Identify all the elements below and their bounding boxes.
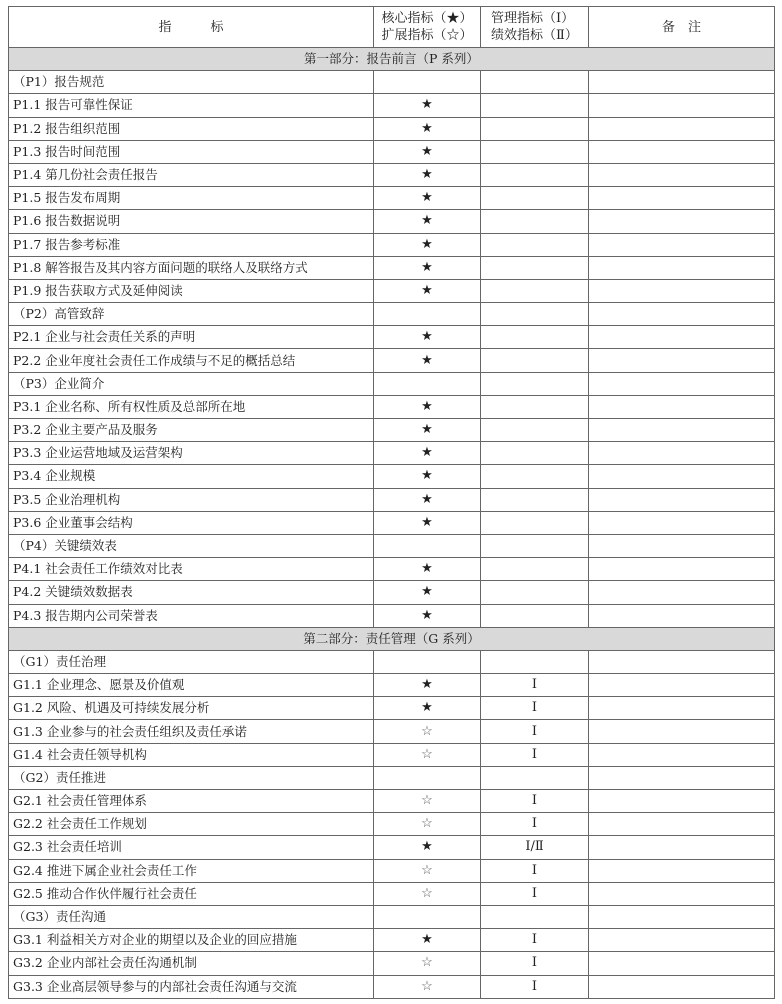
empty-cell	[374, 303, 481, 326]
indicator-label: G2.4 推进下属企业社会责任工作	[9, 859, 374, 882]
indicator-kind	[481, 442, 589, 465]
empty-cell	[481, 303, 589, 326]
indicator-label: P4.3 报告期内公司荣誉表	[9, 604, 374, 627]
indicator-row	[9, 859, 775, 882]
core-star-icon: ★	[374, 581, 481, 604]
core-star-icon: ★	[374, 140, 481, 163]
indicator-kind: Ⅰ	[481, 697, 589, 720]
indicator-kind	[481, 395, 589, 418]
indicator-label: P2.1 企业与社会责任关系的声明	[9, 326, 374, 349]
remark-cell	[589, 604, 775, 627]
indicator-label: P3.5 企业治理机构	[9, 488, 374, 511]
remark-cell	[589, 743, 775, 766]
indicator-kind	[481, 511, 589, 534]
empty-cell	[374, 650, 481, 673]
section-title: 第一部分：报告前言（P 系列）	[9, 48, 775, 71]
group-title: （G1）责任治理	[9, 650, 374, 673]
remark-cell	[589, 140, 775, 163]
section-title: 第二部分：责任管理（G 系列）	[9, 627, 775, 650]
indicator-label: G1.2 风险、机遇及可持续发展分析	[9, 697, 374, 720]
group-title: （P3）企业简介	[9, 372, 374, 395]
indicator-kind: Ⅰ	[481, 929, 589, 952]
remark-cell	[589, 975, 775, 998]
remark-cell	[589, 163, 775, 186]
indicator-kind	[481, 94, 589, 117]
remark-cell	[589, 836, 775, 859]
empty-cell	[374, 71, 481, 94]
indicator-row	[9, 511, 775, 534]
indicator-kind: Ⅰ	[481, 859, 589, 882]
indicator-kind	[481, 187, 589, 210]
indicator-row	[9, 743, 775, 766]
group-row	[9, 303, 775, 326]
group-row	[9, 534, 775, 557]
indicator-kind	[481, 419, 589, 442]
header-extended-line: 扩展指标（☆）	[381, 28, 473, 43]
indicator-row	[9, 674, 775, 697]
extended-star-icon: ☆	[374, 952, 481, 975]
indicator-label: G2.1 社会责任管理体系	[9, 790, 374, 813]
remark-cell	[589, 465, 775, 488]
indicator-row	[9, 94, 775, 117]
indicator-label: G2.5 推动合作伙伴履行社会责任	[9, 882, 374, 905]
indicator-row	[9, 163, 775, 186]
remark-cell	[589, 419, 775, 442]
indicator-row	[9, 929, 775, 952]
indicator-kind	[481, 140, 589, 163]
group-title: （P4）关键绩效表	[9, 534, 374, 557]
core-star-icon: ★	[374, 697, 481, 720]
remark-cell	[589, 720, 775, 743]
empty-cell	[481, 650, 589, 673]
core-star-icon: ★	[374, 163, 481, 186]
remark-cell	[589, 558, 775, 581]
group-row	[9, 766, 775, 789]
indicator-kind: Ⅰ	[481, 720, 589, 743]
indicator-label: P3.3 企业运营地域及运营架构	[9, 442, 374, 465]
header-remark: 备 注	[589, 7, 775, 48]
group-title: （G3）责任沟通	[9, 905, 374, 928]
indicator-label: G1.3 企业参与的社会责任组织及责任承诺	[9, 720, 374, 743]
core-star-icon: ★	[374, 326, 481, 349]
indicator-row	[9, 882, 775, 905]
remark-cell	[589, 279, 775, 302]
indicator-label: P1.6 报告数据说明	[9, 210, 374, 233]
table-body	[9, 48, 775, 999]
indicator-row	[9, 117, 775, 140]
core-star-icon: ★	[374, 604, 481, 627]
indicator-kind: Ⅰ/Ⅱ	[481, 836, 589, 859]
indicator-row	[9, 279, 775, 302]
indicator-label: P1.8 解答报告及其内容方面问题的联络人及联络方式	[9, 256, 374, 279]
remark-cell	[589, 256, 775, 279]
core-star-icon: ★	[374, 488, 481, 511]
indicator-row	[9, 256, 775, 279]
indicator-label: P4.1 社会责任工作绩效对比表	[9, 558, 374, 581]
indicator-kind	[481, 326, 589, 349]
indicator-label: G3.2 企业内部社会责任沟通机制	[9, 952, 374, 975]
indicator-row	[9, 697, 775, 720]
remark-cell	[589, 349, 775, 372]
indicator-kind	[481, 558, 589, 581]
indicator-label: G2.2 社会责任工作规划	[9, 813, 374, 836]
core-star-icon: ★	[374, 117, 481, 140]
empty-cell	[589, 766, 775, 789]
indicator-kind	[481, 349, 589, 372]
indicator-row	[9, 952, 775, 975]
indicator-row	[9, 419, 775, 442]
indicator-label: P1.4 第几份社会责任报告	[9, 163, 374, 186]
group-row	[9, 71, 775, 94]
group-title: （P1）报告规范	[9, 71, 374, 94]
extended-star-icon: ☆	[374, 790, 481, 813]
indicator-row	[9, 349, 775, 372]
empty-cell	[374, 905, 481, 928]
group-title: （G2）责任推进	[9, 766, 374, 789]
core-star-icon: ★	[374, 836, 481, 859]
remark-cell	[589, 511, 775, 534]
remark-cell	[589, 442, 775, 465]
indicator-kind: Ⅰ	[481, 952, 589, 975]
indicator-label: P1.5 报告发布周期	[9, 187, 374, 210]
core-star-icon: ★	[374, 279, 481, 302]
core-star-icon: ★	[374, 94, 481, 117]
indicator-kind: Ⅰ	[481, 674, 589, 697]
indicator-label: P4.2 关键绩效数据表	[9, 581, 374, 604]
indicator-label: G3.1 利益相关方对企业的期望以及企业的回应措施	[9, 929, 374, 952]
indicator-kind: Ⅰ	[481, 790, 589, 813]
indicator-kind	[481, 604, 589, 627]
indicator-label: G3.3 企业高层领导参与的内部社会责任沟通与交流	[9, 975, 374, 998]
empty-cell	[374, 372, 481, 395]
core-star-icon: ★	[374, 929, 481, 952]
empty-cell	[589, 303, 775, 326]
empty-cell	[374, 534, 481, 557]
core-star-icon: ★	[374, 233, 481, 256]
empty-cell	[481, 766, 589, 789]
indicator-row	[9, 488, 775, 511]
indicator-kind: Ⅰ	[481, 975, 589, 998]
indicator-label: P3.4 企业规模	[9, 465, 374, 488]
indicator-row	[9, 187, 775, 210]
header-management-performance	[481, 7, 589, 48]
indicator-row	[9, 720, 775, 743]
indicator-row	[9, 326, 775, 349]
indicator-label: P1.9 报告获取方式及延伸阅读	[9, 279, 374, 302]
extended-star-icon: ☆	[374, 975, 481, 998]
empty-cell	[589, 650, 775, 673]
remark-cell	[589, 952, 775, 975]
remark-cell	[589, 790, 775, 813]
group-row	[9, 372, 775, 395]
indicator-kind	[481, 581, 589, 604]
core-star-icon: ★	[374, 419, 481, 442]
indicator-row	[9, 581, 775, 604]
core-star-icon: ★	[374, 674, 481, 697]
indicator-kind	[481, 279, 589, 302]
extended-star-icon: ☆	[374, 882, 481, 905]
remark-cell	[589, 187, 775, 210]
indicator-kind: Ⅰ	[481, 882, 589, 905]
core-star-icon: ★	[374, 442, 481, 465]
core-star-icon: ★	[374, 558, 481, 581]
extended-star-icon: ☆	[374, 859, 481, 882]
remark-cell	[589, 674, 775, 697]
remark-cell	[589, 882, 775, 905]
empty-cell	[374, 766, 481, 789]
remark-cell	[589, 210, 775, 233]
remark-cell	[589, 233, 775, 256]
core-star-icon: ★	[374, 465, 481, 488]
indicator-kind	[481, 233, 589, 256]
indicator-label: P1.3 报告时间范围	[9, 140, 374, 163]
remark-cell	[589, 697, 775, 720]
empty-cell	[481, 534, 589, 557]
indicator-row	[9, 395, 775, 418]
empty-cell	[589, 372, 775, 395]
table-header-row	[9, 7, 775, 48]
indicator-row	[9, 813, 775, 836]
section-row	[9, 627, 775, 650]
indicator-row	[9, 442, 775, 465]
indicator-label: G1.4 社会责任领导机构	[9, 743, 374, 766]
indicator-label: P1.7 报告参考标准	[9, 233, 374, 256]
indicator-row	[9, 233, 775, 256]
remark-cell	[589, 813, 775, 836]
empty-cell	[481, 71, 589, 94]
empty-cell	[589, 534, 775, 557]
empty-cell	[481, 372, 589, 395]
core-star-icon: ★	[374, 511, 481, 534]
indicator-label: G1.1 企业理念、愿景及价值观	[9, 674, 374, 697]
indicator-kind: Ⅰ	[481, 743, 589, 766]
indicator-row	[9, 790, 775, 813]
indicator-row	[9, 836, 775, 859]
extended-star-icon: ☆	[374, 813, 481, 836]
indicator-label: P3.1 企业名称、所有权性质及总部所在地	[9, 395, 374, 418]
empty-cell	[481, 905, 589, 928]
indicator-label: P1.1 报告可靠性保证	[9, 94, 374, 117]
remark-cell	[589, 859, 775, 882]
indicator-label: P3.2 企业主要产品及服务	[9, 419, 374, 442]
extended-star-icon: ☆	[374, 743, 481, 766]
indicator-label: P3.6 企业董事会结构	[9, 511, 374, 534]
group-row	[9, 905, 775, 928]
remark-cell	[589, 488, 775, 511]
indicator-table	[8, 6, 775, 999]
remark-cell	[589, 326, 775, 349]
remark-cell	[589, 581, 775, 604]
header-management-line: 管理指标（Ⅰ）	[491, 11, 575, 26]
header-core-line: 核心指标（★）	[381, 11, 473, 26]
section-row	[9, 48, 775, 71]
core-star-icon: ★	[374, 349, 481, 372]
indicator-table-container	[8, 6, 774, 999]
indicator-label: P1.2 报告组织范围	[9, 117, 374, 140]
header-indicator: 指 标	[9, 7, 374, 48]
indicator-kind	[481, 117, 589, 140]
core-star-icon: ★	[374, 395, 481, 418]
indicator-row	[9, 558, 775, 581]
indicator-kind	[481, 256, 589, 279]
remark-cell	[589, 929, 775, 952]
indicator-row	[9, 210, 775, 233]
empty-cell	[589, 71, 775, 94]
core-star-icon: ★	[374, 256, 481, 279]
remark-cell	[589, 117, 775, 140]
header-performance-line: 绩效指标（Ⅱ）	[491, 28, 578, 43]
core-star-icon: ★	[374, 210, 481, 233]
empty-cell	[589, 905, 775, 928]
indicator-label: G2.3 社会责任培训	[9, 836, 374, 859]
core-star-icon: ★	[374, 187, 481, 210]
indicator-row	[9, 465, 775, 488]
indicator-kind: Ⅰ	[481, 813, 589, 836]
header-core-extended	[374, 7, 481, 48]
indicator-row	[9, 604, 775, 627]
extended-star-icon: ☆	[374, 720, 481, 743]
indicator-kind	[481, 210, 589, 233]
indicator-kind	[481, 163, 589, 186]
group-row	[9, 650, 775, 673]
indicator-row	[9, 975, 775, 998]
group-title: （P2）高管致辞	[9, 303, 374, 326]
indicator-kind	[481, 488, 589, 511]
indicator-row	[9, 140, 775, 163]
indicator-label: P2.2 企业年度社会责任工作成绩与不足的概括总结	[9, 349, 374, 372]
indicator-kind	[481, 465, 589, 488]
remark-cell	[589, 395, 775, 418]
remark-cell	[589, 94, 775, 117]
